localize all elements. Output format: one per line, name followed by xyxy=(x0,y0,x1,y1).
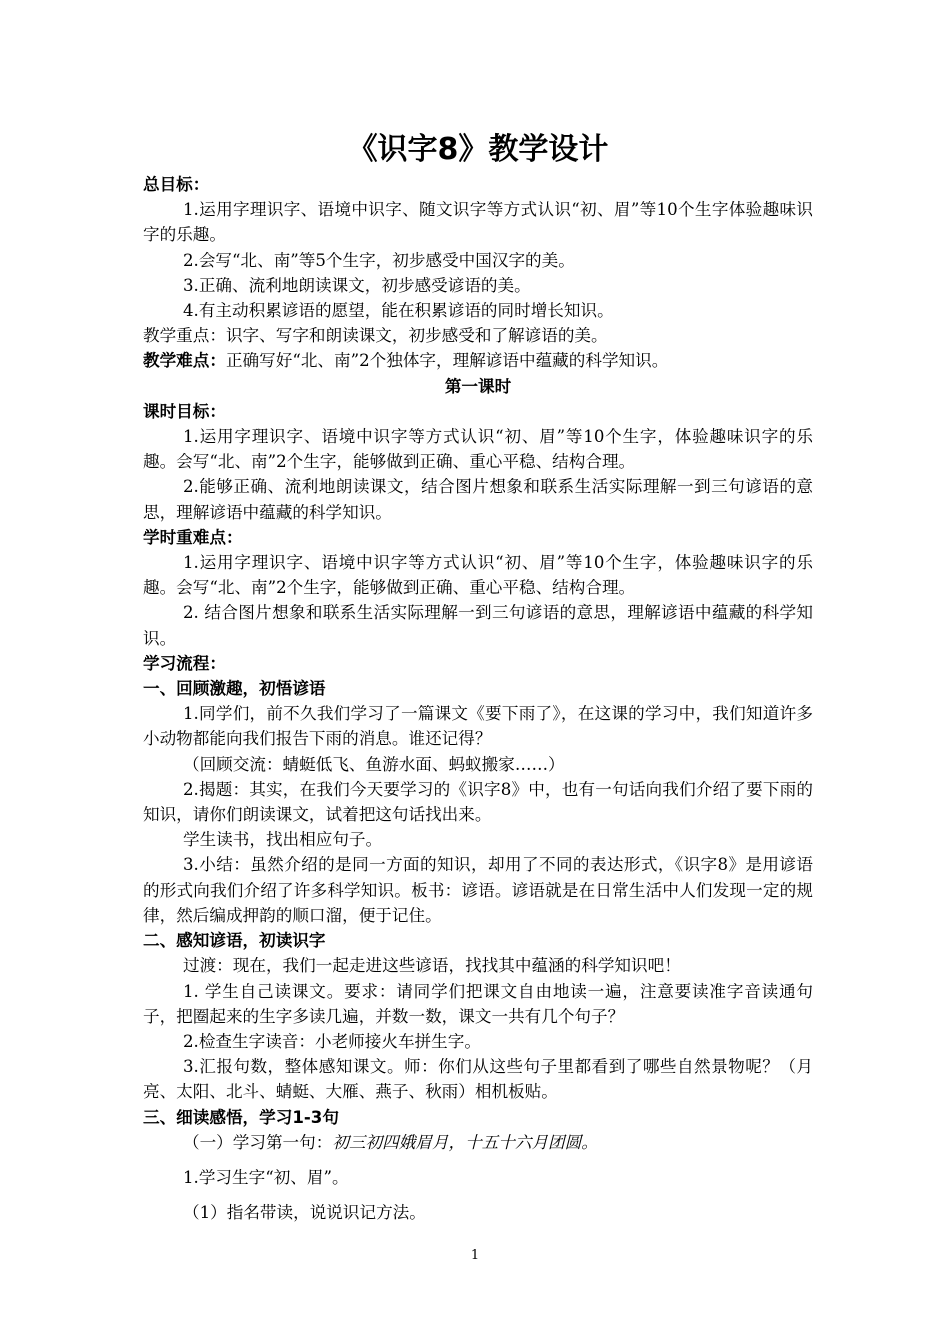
difficulty-line xyxy=(143,348,813,373)
s1-p5: 3.小结：虽然介绍的是同一方面的知识，却用了不同的表达形式，《识字8》是用谚语的形式向我们介绍了许多科学知识。板书：谚语。谚语就是在日常生活中人们发现一定的规律，然后编成押韵的顺口溜，便于记住。 xyxy=(143,855,813,925)
s2-p1: 过渡：现在，我们一起走进这些谚语，找找其中蕴涵的科学知识吧！ xyxy=(183,956,681,976)
lesson-diff-2: 2. 结合图片想象和联系生活实际理解一到三句谚语的意思，理解谚语中蕴藏的科学知识。 xyxy=(143,603,813,648)
goal-1: 1.运用字理识字、语境中识字、随文识字等方式认识“初、眉”等10个生字体验趣味识字的乐趣。 xyxy=(143,200,813,245)
difficulty-text: 正确写好“北、南”2个独体字，理解谚语中蕴藏的科学知识。 xyxy=(225,351,669,371)
s3-p1-text: 初三初四娥眉月，十五十六月团圆。 xyxy=(332,1132,598,1152)
goal-4: 4.有主动积累谚语的愿望，能在积累谚语的同时增长知识。 xyxy=(183,301,614,321)
s1-p2: （回顾交流：蜻蜓低飞、鱼游水面、蚂蚁搬家……） xyxy=(183,754,565,774)
s3-p1 xyxy=(143,1130,813,1155)
page-title: 《识字8》教学设计 xyxy=(347,132,609,167)
lesson-goal-1: 1.运用字理识字、语境中识字等方式认识“初、眉”等10个生字，体验趣味识字的乐趣。会写“北、南”2个生字，能够做到正确、重心平稳、结构合理。 xyxy=(143,427,813,472)
section1-heading: 一、回顾激趣，初悟谚语 xyxy=(143,679,326,699)
s3-p3: （1）指名带读，说说识记方法。 xyxy=(183,1203,426,1223)
key-points: 教学重点：识字、写字和朗读课文，初步感受和了解谚语的美。 xyxy=(143,326,608,346)
difficulty-label: 教学难点： xyxy=(143,351,226,371)
goal-3: 3.正确、流利地朗读课文，初步感受谚语的美。 xyxy=(183,275,531,295)
s2-p2: 1. 学生自己读课文。要求：请同学们把课文自由地读一遍，注意要读准字音读通句子，把圈起来的生字多读几遍，并数一数，课文一共有几个句子？ xyxy=(143,981,813,1026)
document-body xyxy=(143,172,813,1225)
goals-heading: 总目标： xyxy=(143,175,210,194)
page-number: 1 xyxy=(470,1248,480,1263)
lesson-goal-2: 2.能够正确、流利地朗读课文，结合图片想象和联系生活实际理解一到三句谚语的意思，理解谚语中蕴藏的科学知识。 xyxy=(143,477,813,522)
s1-p1: 1.同学们，前不久我们学习了一篇课文《要下雨了》，在这课的学习中，我们知道许多小动物都能向我们报告下雨的消息。谁还记得？ xyxy=(143,704,813,749)
section2-heading: 二、感知谚语，初读识字 xyxy=(143,931,326,951)
section3-heading: 三、细读感悟，学习1-3句 xyxy=(143,1107,339,1127)
s3-p2: 1.学习生字“初、眉”。 xyxy=(183,1167,349,1187)
s1-p4: 学生读书，找出相应句子。 xyxy=(183,830,383,850)
s1-p3: 2.揭题：其实，在我们今天要学习的《识字8》中，也有一句话向我们介绍了要下雨的知识，请你们朗读课文，试着把这句话找出来。 xyxy=(143,779,813,825)
s2-p3: 2.检查生字读音：小老师接火车拼生字。 xyxy=(183,1031,481,1051)
goal-2: 2.会写“北、南”等5个生字，初步感受中国汉字的美。 xyxy=(183,250,575,270)
lesson1-heading: 第一课时 xyxy=(444,376,512,396)
lesson-difficulty-heading: 学时重难点： xyxy=(143,527,243,547)
lesson-goals-heading: 课时目标： xyxy=(143,401,226,421)
lesson-diff-1: 1.运用字理识字、语境中识字等方式认识“初、眉”等10个生字，体验趣味识字的乐趣。会写“北、南”2个生字，能够做到正确、重心平稳、结构合理。 xyxy=(143,553,813,598)
s3-p1-label: （一）学习第一句： xyxy=(183,1132,333,1152)
flow-heading: 学习流程： xyxy=(143,653,226,673)
s2-p4: 3.汇报句数，整体感知课文。师：你们从这些句子里都看到了哪些自然景物呢？（月亮、太阳、北斗、蜻蜓、大雁、燕子、秋雨）相机板贴。 xyxy=(143,1057,813,1102)
